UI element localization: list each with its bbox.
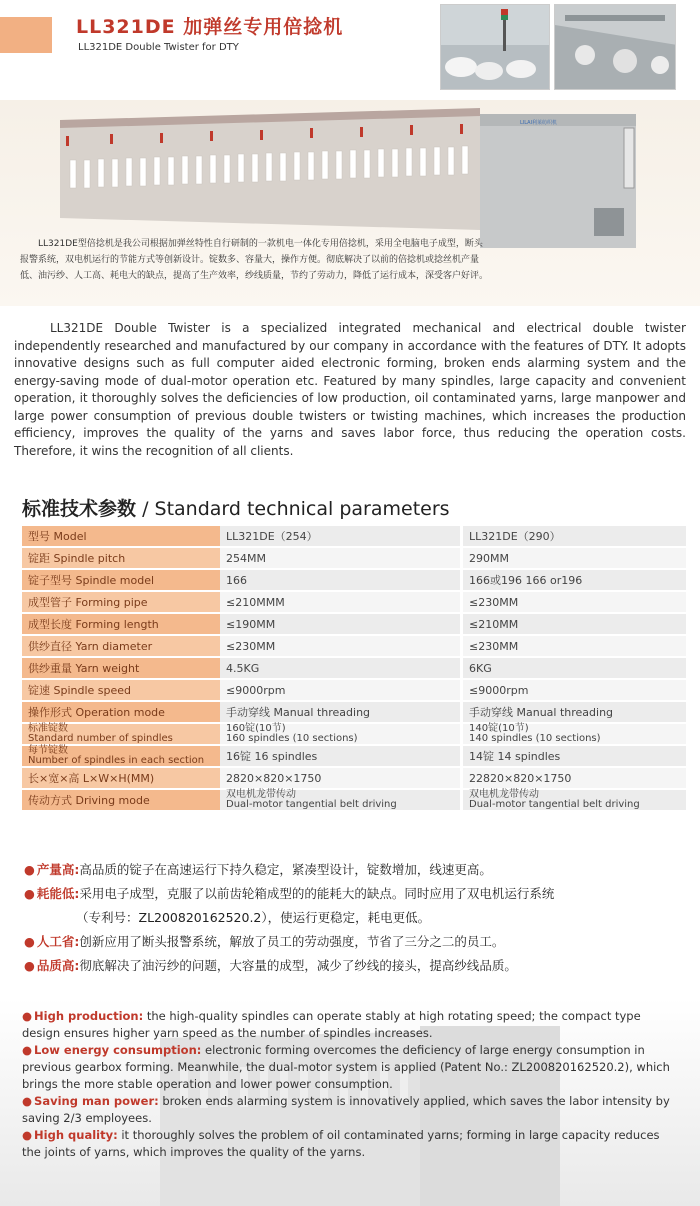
table-row	[22, 657, 686, 679]
param-label-en: Number of spindles in each section	[28, 755, 205, 766]
param-label-cn: 每节锭数	[28, 745, 68, 756]
detail-photo-2	[554, 4, 676, 90]
hero-section	[0, 100, 700, 306]
list-item-continuation: （专利号：ZL200820162520.2），使运行更稳定，耗电更低。	[76, 910, 431, 925]
features-cn	[24, 858, 684, 978]
page-title: LL321DE 加弹丝专用倍捻机	[76, 16, 344, 38]
param-value: ≤190MM	[220, 613, 462, 635]
table-row	[22, 723, 686, 745]
param-value: 手动穿线 Manual threading	[220, 701, 462, 723]
bullet-icon: ●	[22, 1128, 33, 1142]
hero-description-cn: LL321DE型倍捻机是我公司根据加弹丝特性自行研制的一款机电一体化专用倍捻机，采用全电脑电子成型，断头报警系统，双电机运行的节能方式等创新设计。锭数多、容量大，操作方便。彻底解决了以前的倍捻机或捻丝机产量低、油污纱、人工高、耗电大的缺点，提高了生产效率，纱线质量，节约了劳动力，降低了运行成本，深受客户好评。	[20, 239, 489, 281]
param-label: 供纱直径 Yarn diameter	[22, 635, 220, 657]
param-value: 手动穿线 Manual threading	[462, 701, 687, 723]
list-item: ● 人工省:创新应用了断头报警系统，解放了员工的劳动强度，节省了三分之二的员工。	[24, 934, 505, 949]
param-label: 操作形式 Operation mode	[22, 701, 220, 723]
param-label: 传动方式 Driving mode	[22, 789, 220, 811]
param-label: 长×宽×高 L×W×H(MM)	[22, 767, 220, 789]
list-item: ● 耗能低:采用电子成型，克服了以前齿轮箱成型的的能耗大的缺点。同时应用了双电机运行系统	[24, 886, 555, 901]
table-row	[22, 745, 686, 767]
table-row	[22, 635, 686, 657]
list-item: ● Low energy consumption: electronic forming overcomes the deficiency of large energy consumption in previous gearbox forming. Meanwhile, the dual-motor system is applied (Patent No.: ZL200820162520.2), which brings the more stable operation and lower power consumption.	[22, 1043, 670, 1091]
list-item: ● High production: the high-quality spindles can operate stably at high rotating speed; the compact type design ensures higher yarn speed as the number of spindles increases.	[22, 1009, 641, 1040]
param-value	[462, 723, 687, 745]
param-label-en: Standard number of spindles	[28, 733, 173, 744]
table-row	[22, 569, 686, 591]
param-label: 供纱重量 Yarn weight	[22, 657, 220, 679]
param-value: ≤9000rpm	[462, 679, 687, 701]
param-label	[22, 745, 220, 767]
param-value-en: Dual-motor tangential belt driving	[226, 799, 397, 810]
table-row	[22, 701, 686, 723]
param-value: 22820×820×1750	[462, 767, 687, 789]
param-label: 成型长度 Forming length	[22, 613, 220, 635]
table-row	[22, 767, 686, 789]
param-value: 16锭 16 spindles	[220, 745, 462, 767]
param-value: ≤230MM	[462, 635, 687, 657]
table-row	[22, 789, 686, 811]
intro-english: LL321DE Double Twister is a specialized integrated mechanical and electrical double twister independently researched and manufactured by our company in accordance with the features of DTY. It adopts innovative designs such as full computer aided electronic forming, broken ends alarming system and the energy-saving mode of dual-motor operation etc. Featured by many spindles, large capacity and convenient operation, it thoroughly solves the deficiencies of low production, oil contaminated yarns, large manpower and large power consumption of previous double twisters or twisting machines, which increases the production efficiency, improves the quality of the yarns and saves labor force, thus reducing the operation costs. Therefore, it wins the recognition of all clients.	[14, 321, 686, 458]
param-value: 166或196 166 or196	[462, 569, 687, 591]
list-item: ● 品质高:彻底解决了油污纱的问题，大容量的成型，减少了纱线的接头，提高纱线品质。	[24, 958, 517, 973]
params-table	[22, 526, 686, 812]
bullet-icon: ●	[24, 958, 35, 973]
svg-text:LILAI利莱纺织机: LILAI利莱纺织机	[520, 120, 558, 126]
param-value	[462, 789, 687, 811]
features-en	[22, 1008, 680, 1161]
table-row	[22, 526, 686, 547]
param-value-en: 140 spindles (10 sections)	[469, 733, 601, 744]
param-value: ≤230MM	[462, 591, 687, 613]
param-value: ≤210MM	[462, 613, 687, 635]
param-label: 型号 Model	[22, 526, 220, 547]
param-label: 锭距 Spindle pitch	[22, 547, 220, 569]
bullet-icon: ●	[24, 862, 35, 877]
param-value: ≤210MMM	[220, 591, 462, 613]
param-value: 254MM	[220, 547, 462, 569]
param-value: LL321DE（254）	[220, 526, 462, 547]
param-value	[220, 723, 462, 745]
param-value-cn: 140锭(10节)	[469, 723, 529, 734]
param-label-cn: 标准锭数	[28, 723, 68, 734]
param-value-cn: 160锭(10节)	[226, 723, 286, 734]
page-subtitle: LL321DE Double Twister for DTY	[78, 42, 239, 53]
param-label	[22, 723, 220, 745]
params-title-en: / Standard technical parameters	[142, 498, 450, 520]
params-section-title	[22, 494, 450, 521]
bullet-icon: ●	[22, 1043, 33, 1057]
param-value	[220, 789, 462, 811]
list-item: ● Saving man power: broken ends alarming system is innovatively applied, which saves the labor intensity by saving 2/3 employees.	[22, 1094, 670, 1125]
params-title-cn: 标准技术参数	[22, 498, 137, 520]
param-value: 6KG	[462, 657, 687, 679]
header-accent-block	[0, 17, 52, 53]
param-value: 14锭 14 spindles	[462, 745, 687, 767]
param-value-en: Dual-motor tangential belt driving	[469, 799, 640, 810]
table-row	[22, 679, 686, 701]
param-value-en: 160 spindles (10 sections)	[226, 733, 358, 744]
param-value: 290MM	[462, 547, 687, 569]
table-row	[22, 547, 686, 569]
param-value-cn: 双电机龙带传动	[469, 789, 539, 800]
bullet-icon: ●	[22, 1094, 33, 1108]
param-value: 2820×820×1750	[220, 767, 462, 789]
list-item: ● High quality: it thoroughly solves the problem of oil contaminated yarns; forming in large capacity reduces the joints of yarns, which improves the quality of the yarns.	[22, 1128, 660, 1159]
table-row	[22, 591, 686, 613]
param-value-cn: 双电机龙带传动	[226, 789, 296, 800]
param-value: LL321DE（290）	[462, 526, 687, 547]
list-item: ● 产量高:高品质的锭子在高速运行下持久稳定，紧凑型设计，锭数增加，线速更高。	[24, 862, 492, 877]
param-label: 成型管子 Forming pipe	[22, 591, 220, 613]
bullet-icon: ●	[22, 1009, 33, 1023]
detail-photo-1	[440, 4, 550, 90]
param-value: ≤9000rpm	[220, 679, 462, 701]
param-label: 锭子型号 Spindle model	[22, 569, 220, 591]
bullet-icon: ●	[24, 886, 35, 901]
param-value: ≤230MM	[220, 635, 462, 657]
param-label: 锭速 Spindle speed	[22, 679, 220, 701]
table-row	[22, 613, 686, 635]
bullet-icon: ●	[24, 934, 35, 949]
param-value: 166	[220, 569, 462, 591]
param-value: 4.5KG	[220, 657, 462, 679]
